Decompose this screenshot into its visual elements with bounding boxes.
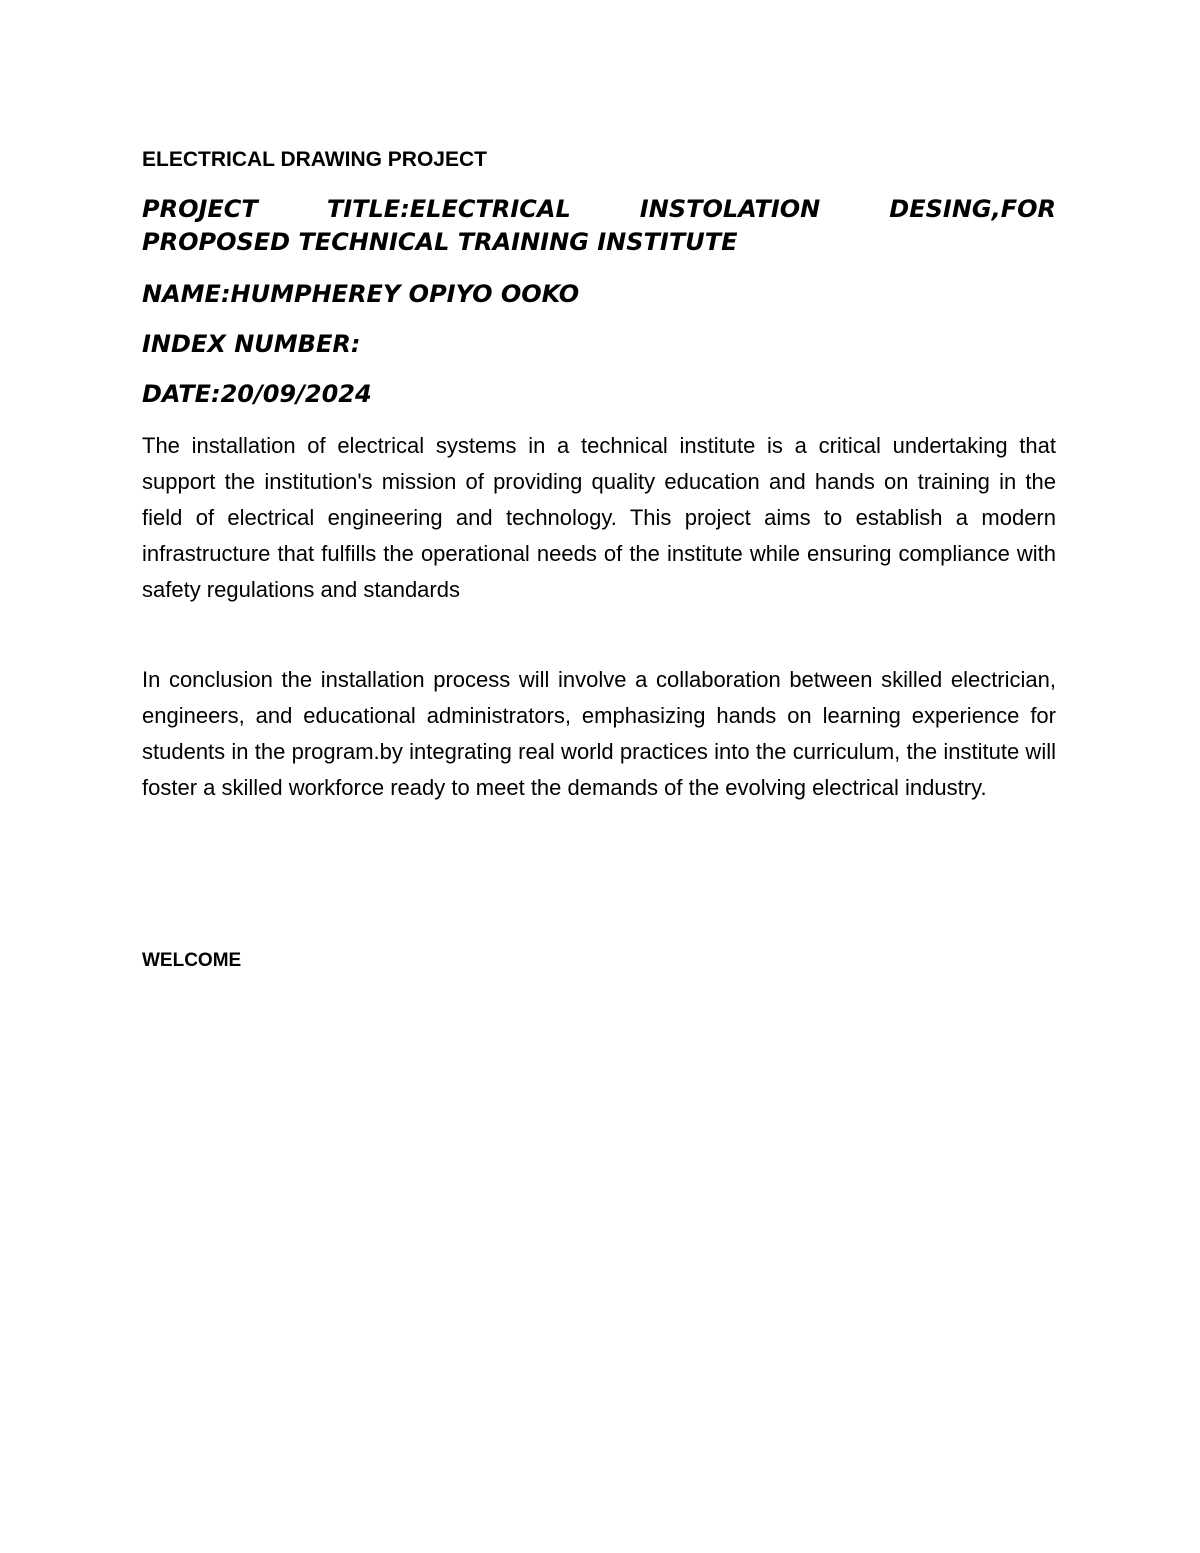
closing-text: WELCOME [142,950,242,971]
document-heading: ELECTRICAL DRAWING PROJECT [142,148,487,171]
project-title-line-1: PROJECT TITLE:ELECTRICAL INSTOLATION DESING,FOR [142,195,1056,223]
submission-date: DATE:20/09/2024 [142,380,372,408]
intro-paragraph: The installation of electrical systems in a technical institute is a critical undertaking that support the institution's mission of providing quality education and hands on training in the field of electrical engineering and technology. This project aims to establish a modern infrastructure that fulfills the operational needs of the institute while ensuring compliance with safety regulations and standards [142,433,1056,602]
project-title [142,193,1056,259]
index-number: INDEX NUMBER: [142,330,361,358]
conclusion-paragraph: In conclusion the installation process will involve a collaboration between skilled electrician, engineers, and educational administrators, emphasizing hands on learning experience for students in the program.by integrating real world practices into the curriculum, the institute will foster a skilled workforce ready to meet the demands of the evolving electrical industry. [142,667,1056,800]
project-title-line-2: PROPOSED TECHNICAL TRAINING INSTITUTE [142,228,738,256]
student-name: NAME:HUMPHEREY OPIYO OOKO [142,280,580,308]
document-page [142,0,1056,1553]
